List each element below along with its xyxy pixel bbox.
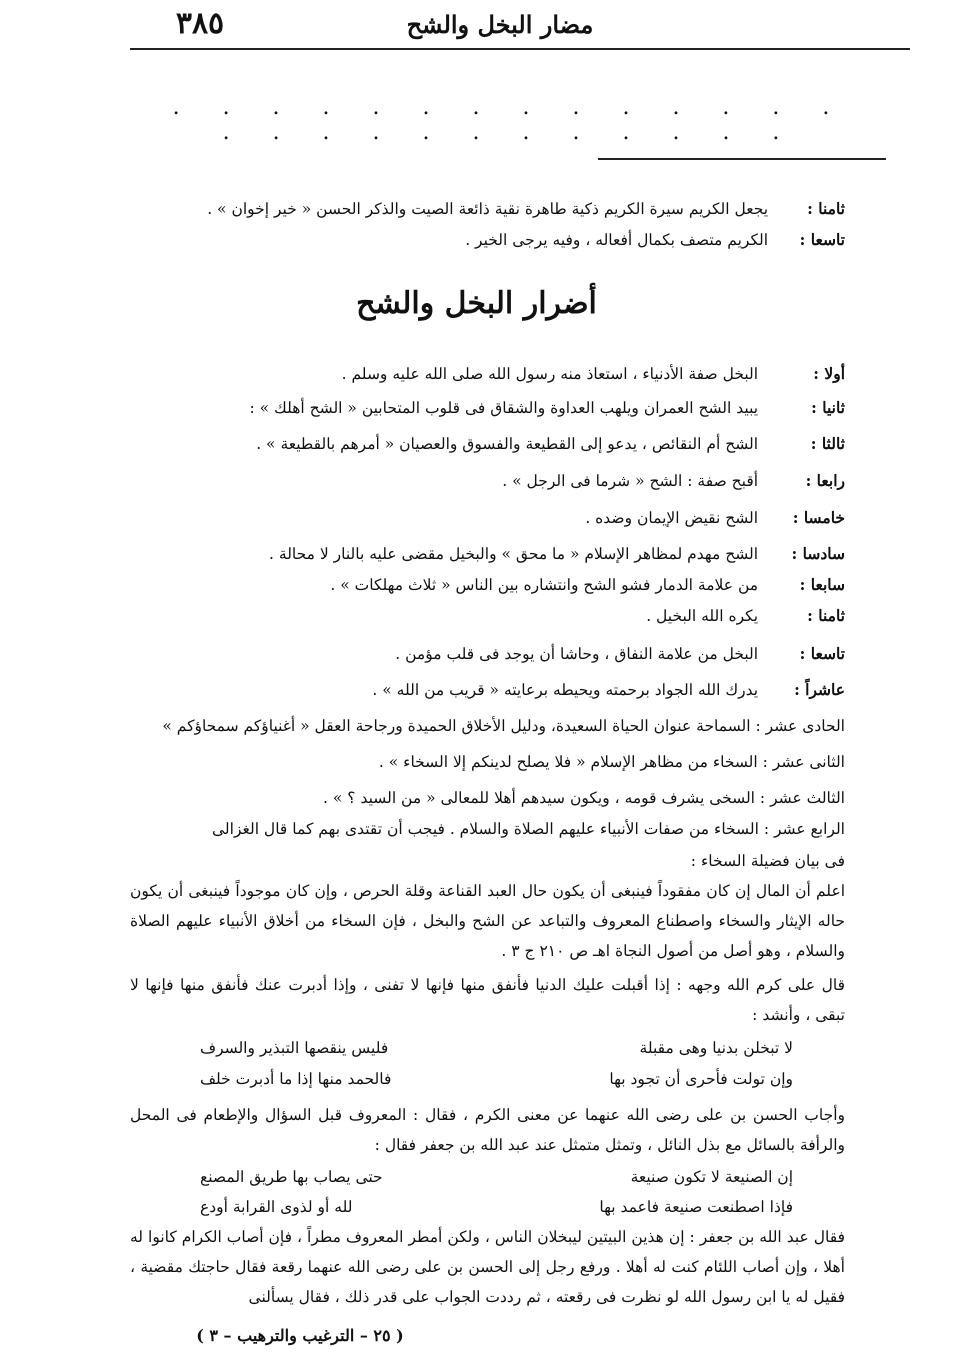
ellipsis-dots: . . . . . . . . . . . . . . . . . . . . . . . . . . xyxy=(172,95,848,145)
harm-item xyxy=(585,507,845,529)
item-label: خامسا : xyxy=(792,508,845,527)
signature-footer: ( ٢٥ – الترغيب والترهيب – ٣ ) xyxy=(196,1326,404,1345)
verse-line xyxy=(200,1035,793,1061)
verse-first-half: لا تبخلن بدنيا وهى مقبلة xyxy=(639,1039,793,1057)
item-text: يبيد الشح العمران ويلهب العداوة والشقاق فى قلوب المتحابين « الشح أهلك » : xyxy=(249,399,759,417)
item-text: الكريم متصف بكمال أفعاله ، وفيه يرجى الخير . xyxy=(465,231,769,249)
item-label: سابعا : xyxy=(799,575,845,594)
verse-line xyxy=(200,1066,793,1092)
item-text: البخل صفة الأدنياء ، استعاذ منه رسول الله صلى الله عليه وسلم . xyxy=(341,365,759,383)
harm-item xyxy=(502,470,845,492)
paragraph-abdullah-jafar: فقال عبد الله بن جعفر : إن هذين البيتين ليبخلان الناس ، ولكن أمطر المعروف مطراً ، فإن أصاب الكرام كانوا له أهلا ، وإن أصاب اللئام كنت له أهلا . ورفع رجل إلى الحسن بن على رضى الله عنهما رقعة فقال حاجتك مقضية ، فقيل له يا ابن رسول الله لو نظرت فى رقعته ، ثم رددت الجواب على قدر ذلك ، فقال يسألنى xyxy=(130,1228,845,1306)
intro-item xyxy=(207,198,845,220)
item-label: ثامنا : xyxy=(807,606,845,625)
harm-item xyxy=(249,397,845,419)
header-rule xyxy=(130,48,910,50)
item-text: الشح مهدم لمظاهر الإسلام « ما محق » والبخيل مقضى عليه بالنار لا محالة . xyxy=(269,545,759,563)
item-label: تاسعا : xyxy=(799,644,845,663)
verse-second-half: فالحمد منها إذا ما أدبرت خلف xyxy=(200,1070,392,1088)
item-text: البخل من علامة النفاق ، وحاشا أن يوجد فى قلب مؤمن . xyxy=(395,645,759,663)
item-label: سادسا : xyxy=(791,544,845,563)
harm-item xyxy=(330,574,845,596)
page-number: ٣٨٥ xyxy=(175,6,225,41)
item-label: عاشراً : xyxy=(794,680,845,699)
paragraph-hasan-answer: وأجاب الحسن بن على رضى الله عنهما عن معنى الكرم ، فقال : المعروف قبل السؤال والإطعام فى المحل والرأفة بالسائل مع بذل النائل ، وتمثل متمثل عند عبد الله بن جعفر فقال : xyxy=(130,1106,845,1154)
item-text: أقبح صفة : الشح « شرما فى الرجل » . xyxy=(502,472,759,490)
item-label: تاسعا : xyxy=(799,230,845,249)
harm-item-long: الثالث عشر : السخى يشرف قومه ، ويكون سيدهم أهلا للمعالى « من السيد ؟ » . xyxy=(323,789,845,807)
verse-first-half: وإن تولت فأحرى أن تجود بها xyxy=(609,1070,793,1088)
harm-item xyxy=(646,605,845,627)
harm-item xyxy=(372,679,845,701)
harm-item xyxy=(269,543,845,565)
intro-item xyxy=(465,229,845,251)
verse-first-half: فإذا اصطنعت صنيعة فاعمد بها xyxy=(599,1198,793,1216)
paragraph-generosity: اعلم أن المال إن كان مفقوداً فينبغى أن يكون حال العبد القناعة وقلة الحرص ، وإن كان موجوداً فينبغى أن يكون حاله الإيثار والسخاء واصطناع المعروف والتباعد عن الشح والبخل ، فإن السخاء من أخلاق الأنبياء عليهم الصلاة والسلام ، وهو أصل من أصول النجاة اهـ ص ٢١٠ ج ٣ . xyxy=(130,882,845,960)
item-text: الشح أم النقائص ، يدعو إلى القطيعة والفسوق والعصيان « أمرهم بالقطيعة » . xyxy=(256,435,759,453)
item-label: ثامنا : xyxy=(807,199,845,218)
harm-item-long: الحادى عشر : السماحة عنوان الحياة السعيدة، ودليل الأخلاق الحميدة ورجاحة العقل « أغنياؤكم سمحاؤكم » xyxy=(162,717,845,735)
section-title: أضرار البخل والشح xyxy=(356,286,597,321)
verse-line xyxy=(200,1194,793,1220)
item-label: رابعا : xyxy=(805,471,845,490)
harm-item xyxy=(395,643,845,665)
verse-line xyxy=(200,1164,793,1190)
running-title: مضار البخل والشح xyxy=(406,10,594,39)
item-text: يجعل الكريم سيرة الكريم ذكية طاهرة نقية ذائعة الصيت والذكر الحسن « خير إخوان » . xyxy=(207,200,769,218)
paragraph-heading: فى بيان فضيلة السخاء : xyxy=(690,852,845,870)
harm-item-long: الثانى عشر : السخاء من مظاهر الإسلام « فلا يصلح لدينكم إلا السخاء » . xyxy=(378,753,845,771)
harm-item xyxy=(342,363,845,385)
paragraph-ali-saying: قال على كرم الله وجهه : إذا أقبلت عليك الدنيا فأنفق منها فإنها لا تفنى ، وإذا أدبرت عنك فأنفق منها فإنها لا تبقى ، وأنشد : xyxy=(130,976,845,1024)
verse-second-half: فليس ينقصها التبذير والسرف xyxy=(200,1039,389,1057)
item-text: الشح نقيض الإيمان وضده . xyxy=(585,509,759,527)
item-text: يكره الله البخيل . xyxy=(646,607,759,625)
footnote-rule xyxy=(598,158,886,160)
verse-second-half: لله أو لذوى القرابة أودع xyxy=(200,1198,353,1216)
verse-first-half: إن الصنيعة لا تكون صنيعة xyxy=(630,1168,793,1186)
verse-second-half: حتى يصاب بها طريق المصنع xyxy=(200,1168,383,1186)
item-text: يدرك الله الجواد برحمته ويحيطه برعايته « قريب من الله » . xyxy=(372,681,759,699)
item-text: من علامة الدمار فشو الشح وانتشاره بين الناس « ثلاث مهلكات » . xyxy=(330,576,759,594)
item-label: ثالثا : xyxy=(810,434,845,453)
harm-item-long: الرابع عشر : السخاء من صفات الأنبياء عليهم الصلاة والسلام . فيجب أن تقتدى بهم كما قال الغزالى xyxy=(212,820,845,838)
item-label: ثانيا : xyxy=(811,398,845,417)
item-label: أولا : xyxy=(813,364,845,383)
harm-item xyxy=(256,433,845,455)
